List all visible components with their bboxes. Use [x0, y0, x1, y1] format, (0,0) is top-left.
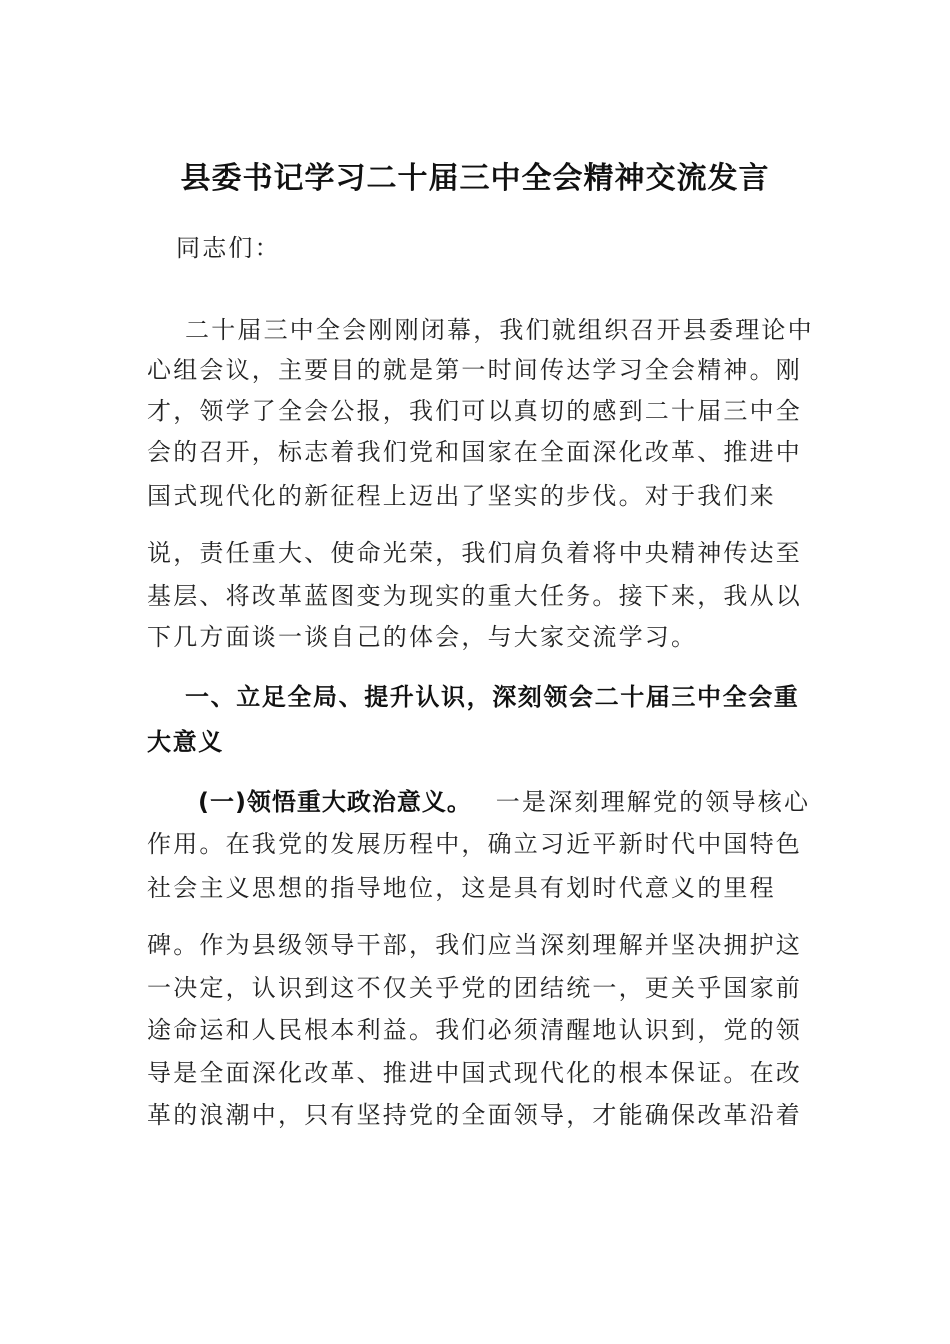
section-heading-line-2: 大意义: [147, 728, 224, 756]
intro-line-7: 基层、将改革蓝图变为现实的重大任务。接下来，我从以: [147, 582, 802, 610]
subsection-line-7: 导是全面深化改革、推进中国式现代化的根本保证。在改: [147, 1059, 802, 1087]
intro-line-6: 说，责任重大、使命光荣，我们肩负着将中央精神传达至: [147, 539, 802, 567]
intro-line-1: 二十届三中全会刚刚闭幕，我们就组织召开县委理论中: [185, 316, 814, 344]
intro-line-5: 国式现代化的新征程上迈出了坚实的步伐。对于我们来: [147, 482, 776, 510]
subsection-line-8: 革的浪潮中，只有坚持党的全面领导，才能确保改革沿着: [147, 1101, 802, 1129]
salutation: 同志们：: [176, 234, 281, 262]
subsection-first-text: 一是深刻理解党的领导核心: [495, 788, 811, 816]
section-heading-line-1: 一、立足全局、提升认识，深刻领会二十届三中全会重: [185, 683, 800, 711]
intro-line-8: 下几方面谈一谈自己的体会，与大家交流学习。: [147, 623, 698, 651]
subsection-first-line: [198, 785, 810, 819]
intro-line-3: 才，领学了全会公报，我们可以真切的感到二十届三中全: [147, 397, 802, 425]
subsection-label: (一)领悟重大政治意义。: [198, 788, 472, 816]
subsection-line-4: 碑。作为县级领导干部，我们应当深刻理解并坚决拥护这: [147, 931, 802, 959]
subsection-line-6: 途命运和人民根本利益。我们必须清醒地认识到，党的领: [147, 1016, 802, 1044]
subsection-line-5: 一决定，认识到这不仅关乎党的团结统一，更关乎国家前: [147, 974, 802, 1002]
subsection-line-3: 社会主义思想的指导地位，这是具有划时代意义的里程: [147, 874, 776, 902]
subsection-line-2: 作用。在我党的发展历程中，确立习近平新时代中国特色: [147, 830, 802, 858]
intro-line-2: 心组会议，主要目的就是第一时间传达学习全会精神。刚: [147, 356, 802, 384]
intro-line-4: 会的召开，标志着我们党和国家在全面深化改革、推进中: [147, 438, 802, 466]
document-title: 县委书记学习二十届三中全会精神交流发言: [180, 161, 770, 196]
